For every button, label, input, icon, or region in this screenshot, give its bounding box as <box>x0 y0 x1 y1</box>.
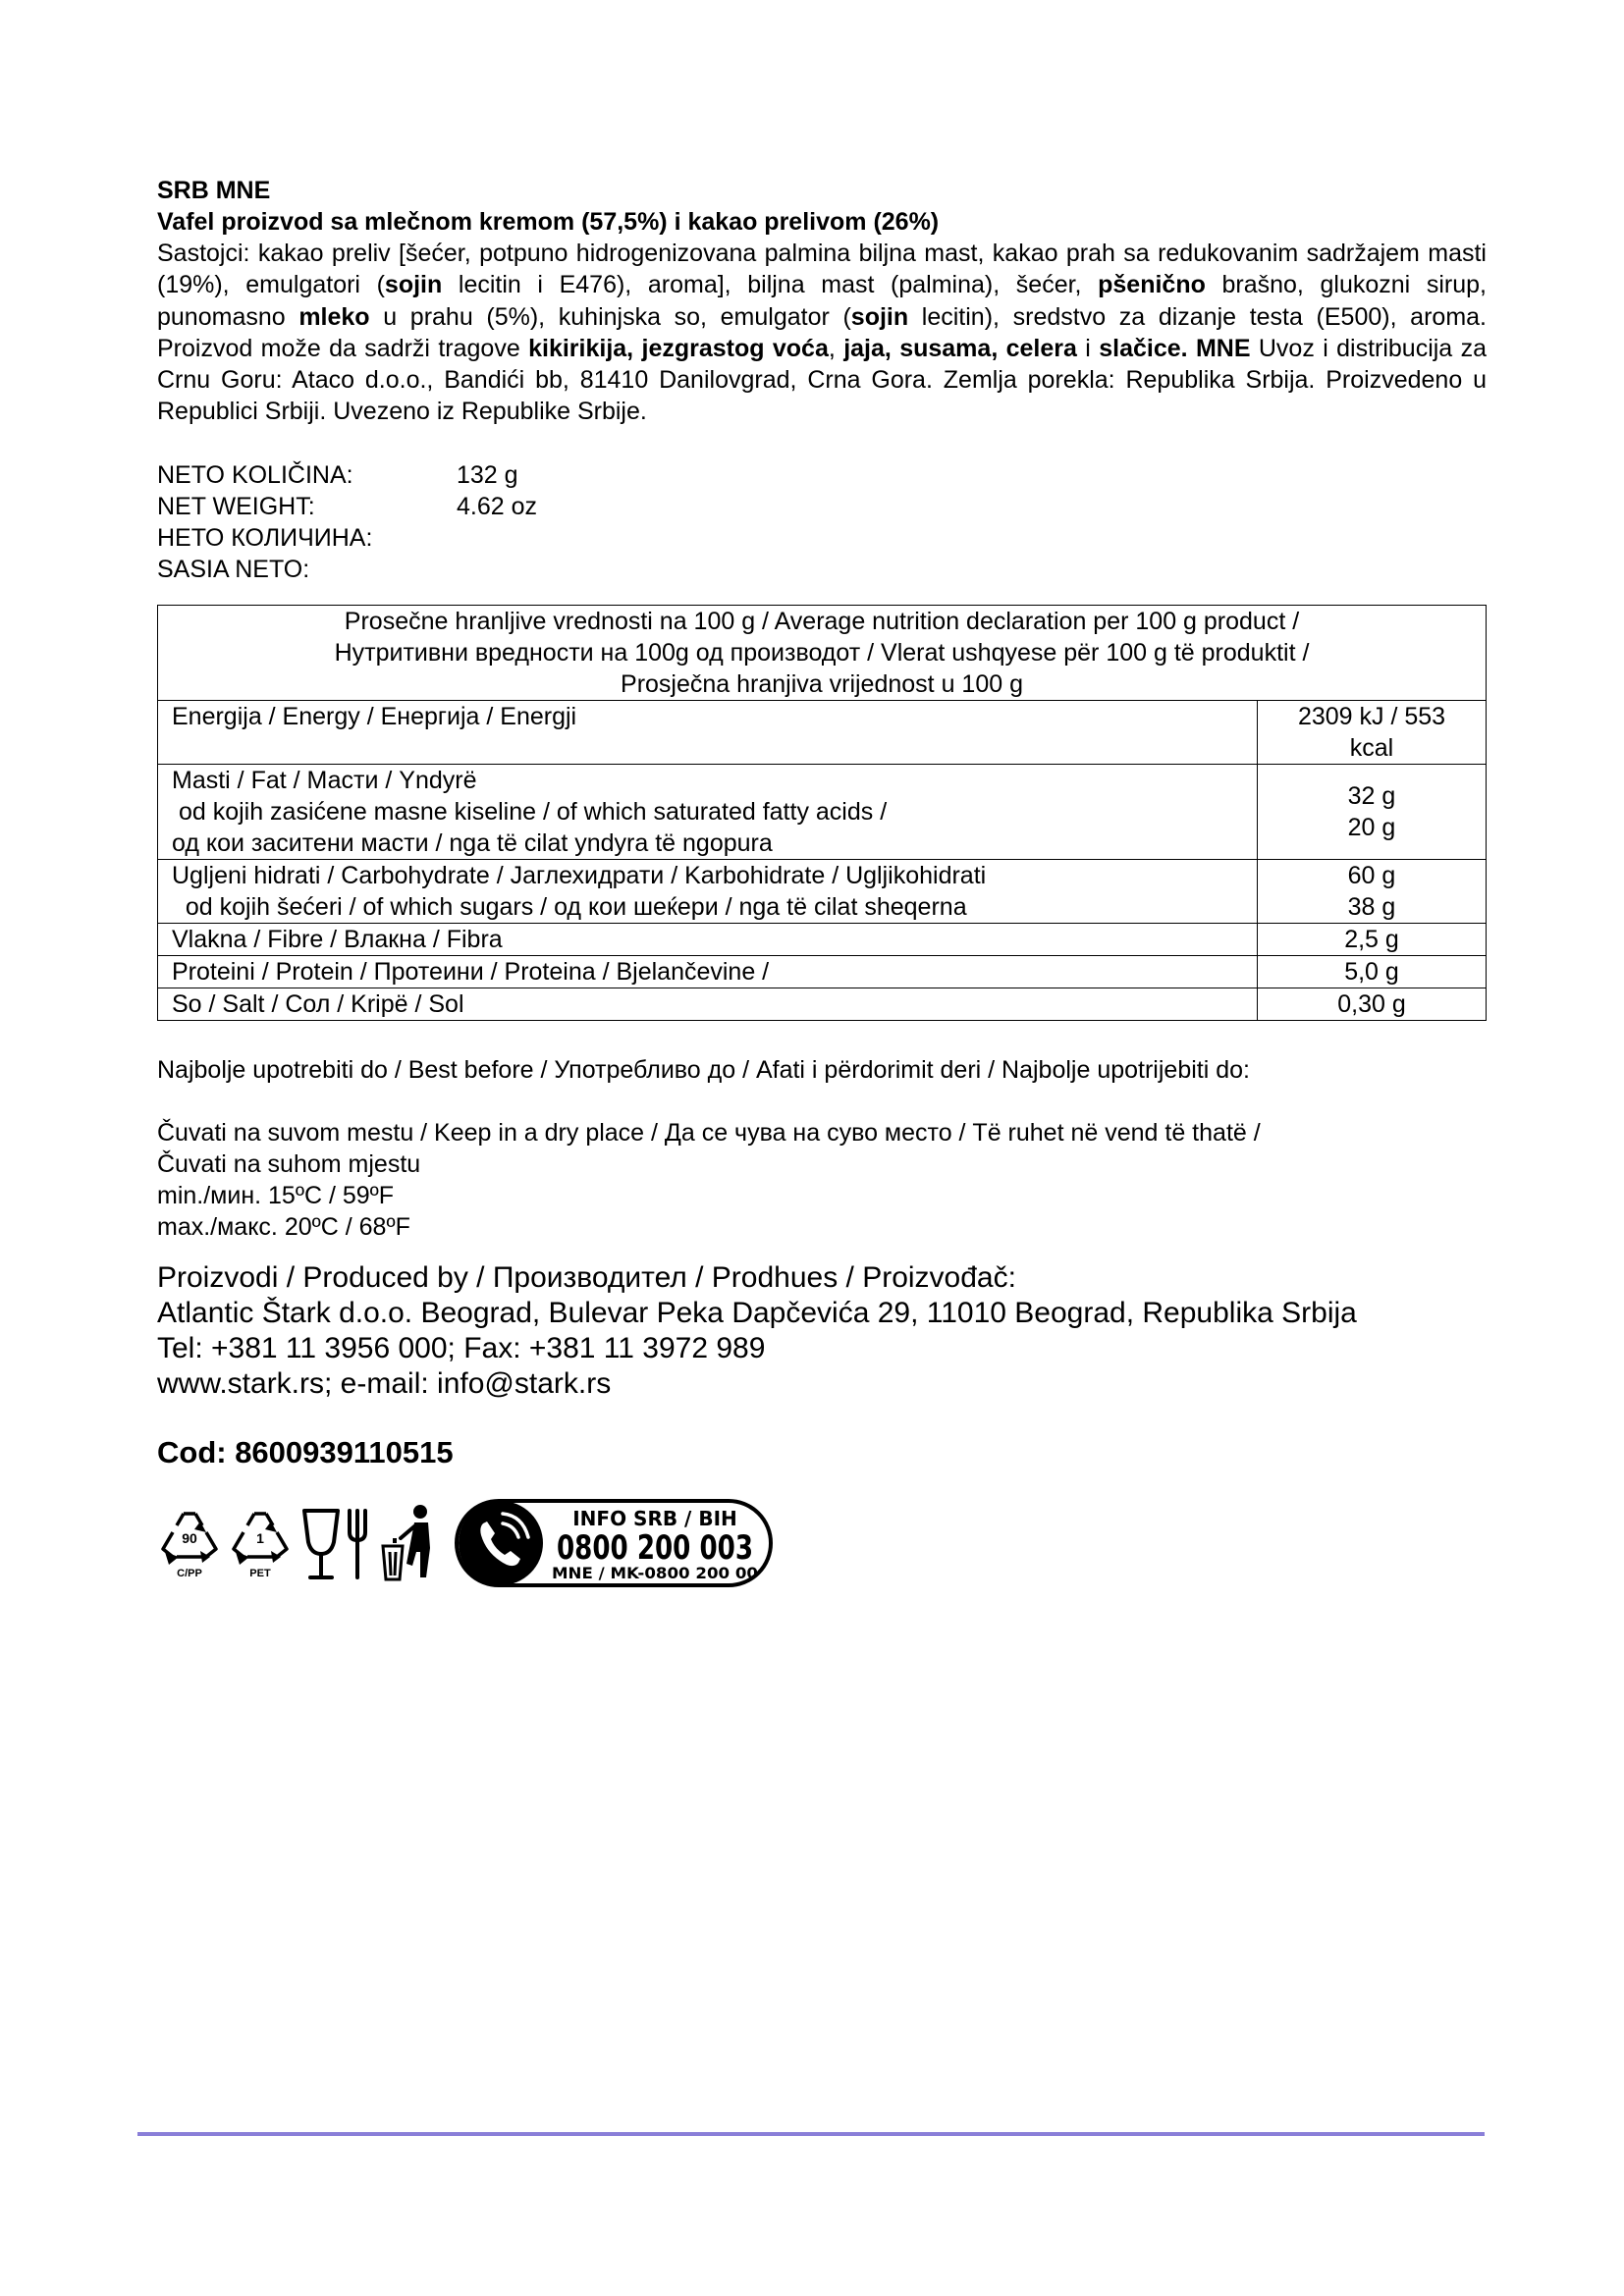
svg-text:PET: PET <box>249 1567 271 1579</box>
net-row: NETO KOLIČINA: 132 g <box>157 460 518 489</box>
allergen: kikirikija, jezgrastog voća <box>528 334 829 362</box>
net-row: НЕТО КОЛИЧИНА: <box>157 523 373 552</box>
dispose-bin-icon <box>379 1503 448 1583</box>
svg-text:1: 1 <box>256 1529 264 1546</box>
food-safe-glass-fork-icon <box>298 1503 373 1583</box>
svg-text:0800 200 003: 0800 200 003 <box>557 1527 753 1568</box>
svg-text:C/PP: C/PP <box>177 1567 202 1579</box>
nutrition-header-row <box>158 605 1487 700</box>
nutrition-row-fibre: Vlakna / Fibre / Влакна / Fibra 2,5 g <box>158 923 1487 955</box>
product-code: Cod: 8600939110515 <box>157 1434 454 1469</box>
best-before: Najbolje upotrebiti do / Best before / Употребливо до / Afati i përdorimit deri / Najbolje upotrijebiti do: <box>157 1055 1250 1084</box>
nutrition-row-protein: Proteini / Protein / Протеини / Proteina / Bjelančevine / 5,0 g <box>158 955 1487 988</box>
recycle-cpp-icon <box>157 1506 222 1580</box>
ingredients-text: brašno, glukozni sirup, punomasno <box>157 271 1487 331</box>
nutrition-row-fat: Masti / Fat / Масти / Yndyrë od kojih zasićene masne kiseline / of which saturated fatty acids / од кои заситени масти / nga të cilat yndyra të ngopura 32 g 20 g <box>158 764 1487 859</box>
ingredients-text: i <box>1076 334 1100 362</box>
symbols-row <box>157 1498 1487 1588</box>
producer-block: Proizvodi / Produced by / Производител / Prodhues / Proizvođač: Atlantic Štark d.o.o. Beograd, Bulevar Peka Dapčevića 29, 11010 Beograd, Republika Srbija Tel: +381 11 3956 000; Fax: +381 11 3972 989 www.stark.rs; e-mail: info@stark.rs <box>157 1260 1357 1400</box>
ingredients-text: lecitin), sredstvo za dizanje testa (E500), aroma. Proizvod može da sadrži tragove <box>157 302 1487 362</box>
allergen: slačice. MNE <box>1099 334 1251 362</box>
nutrition-row-carbohydrate: Ugljeni hidrati / Carbohydrate / Јаглехидрати / Karbohidrate / Ugljikohidrati od kojih šećeri / of which sugars / од кои шеќери / nga të cilat sheqerna 60 g 38 g <box>158 859 1487 923</box>
ingredients-text: , <box>828 334 844 362</box>
markets-heading: SRB MNE <box>157 177 271 204</box>
allergen: jaja, susama, celera <box>843 334 1077 362</box>
nutrition-row-salt: So / Salt / Сол / Kripë / Sol 0,30 g <box>158 988 1487 1020</box>
nutrition-table <box>157 605 1487 1021</box>
ingredients-text: u prahu (5%), kuhinjska so, emulgator ( <box>369 302 851 331</box>
recycle-pet-icon <box>228 1506 293 1580</box>
allergen: sojin <box>384 271 443 299</box>
ingredients-text: lecitin i E476), aroma], biljna mast (palmina), šećer, <box>442 271 1099 299</box>
net-quantity-block <box>157 459 1487 585</box>
ingredients-text: Sastojci: kakao preliv [šećer, potpuno hidrogenizovana palmina biljna mast, kakao prah sa redukovanim sadržajem masti (19%), emulgatori ( <box>157 240 1487 299</box>
product-title: Vafel proizvod sa mlečnom kremom (57,5%) i kakao prelivom (26%) <box>157 208 940 236</box>
net-row: NET WEIGHT: 4.62 oz <box>157 492 538 520</box>
label-document <box>157 175 1487 1588</box>
allergen: mleko <box>298 302 370 331</box>
ingredients-paragraph <box>157 238 1487 428</box>
svg-text:INFO SRB / BIH: INFO SRB / BIH <box>572 1506 737 1530</box>
storage-block: Čuvati na suvom mestu / Keep in a dry place / Да се чува на суво место / Të ruhet në vend të thatë / Čuvati na suhom mjestu min./мин. 15ºC / 59ºF max./макс. 20ºC / 68ºF <box>157 1118 1261 1241</box>
allergen: sojin <box>850 302 909 331</box>
svg-text:MNE / MK-0800 200 00: MNE / MK-0800 200 00 <box>552 1563 758 1582</box>
info-phone-badge <box>454 1498 774 1588</box>
nutrition-header: Prosečne hranljive vrednosti na 100 g / Average nutrition declaration per 100 g product / Нутритивни вредности на 100g од производот / Vlerat ushqyese për 100 g të produktit / Prosječna hranjiva vrijednost u 100 g <box>158 605 1487 700</box>
net-row: SASIA NETO: <box>157 555 310 583</box>
svg-text:90: 90 <box>182 1529 197 1546</box>
allergen: pšenično <box>1098 271 1206 299</box>
ingredients-text: Uvoz i distribucija za Crnu Goru: Ataco d.o.o., Bandići bb, 81410 Danilovgrad, Crna Gora. Zemlja porekla: Republika Srbija. Proizvedeno u Republici Srbiji. Uvezeno iz Republike Srbije. <box>157 334 1487 426</box>
nutrition-row-energy: Energija / Energy / Енергија / Energji 2309 kJ / 553 kcal <box>158 700 1487 764</box>
footer-rule <box>137 2132 1485 2136</box>
